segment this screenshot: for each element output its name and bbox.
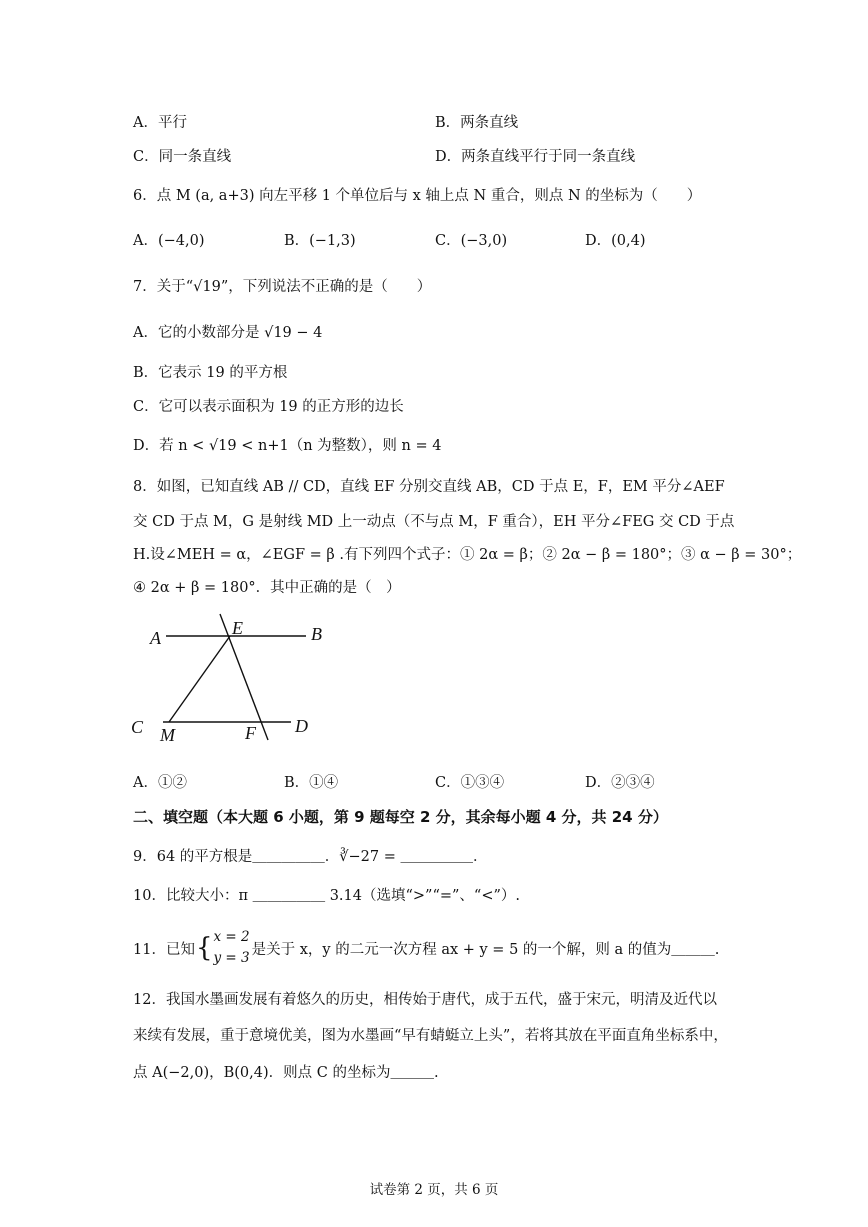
q8-geometry-figure xyxy=(128,612,338,747)
q10-text: 10．比较大小：π ＿＿＿＿＿ 3.14（选填“>”“=”、“<”）. xyxy=(133,888,521,904)
q5-option-d: D．两条直线平行于同一条直线 xyxy=(435,149,636,165)
q8-line-3: H.设∠MEH = α，∠EGF = β .有下列四个式子：① 2α = β；② 2α − β = 180°；③ α − β = 30°； xyxy=(133,547,802,563)
q7-option-c: C．它可以表示面积为 19 的正方形的边长 xyxy=(133,399,404,415)
q8-option-d: D．②③④ xyxy=(585,775,655,791)
q8-line-2: 交 CD 于点 M，G 是射线 MD 上一动点（不与点 M，F 重合），EH 平分∠FEG 交 CD 于点 xyxy=(133,514,735,530)
q11-equation-system xyxy=(214,927,250,969)
q7-option-d: D．若 n < √19 < n+1（n 为整数），则 n = 4 xyxy=(133,438,442,454)
q12-line-2: 来续有发展，重于意境优美，图为水墨画“早有蜻蜓立上头”，若将其放在平面直角坐标系中， xyxy=(133,1028,728,1044)
q7-option-b: B．它表示 19 的平方根 xyxy=(133,365,288,381)
q11-text xyxy=(133,925,719,971)
label-f: F xyxy=(245,723,256,743)
line-ef xyxy=(220,614,268,740)
q8-option-a: A．①② xyxy=(133,775,187,791)
q11-prefix: 11．已知 xyxy=(133,941,195,958)
q5-option-a: A．平行 xyxy=(133,115,187,131)
q6-option-d: D．(0,4) xyxy=(585,233,646,249)
q6-option-c: C．(−3,0) xyxy=(435,233,508,249)
q6-stem: 6．点 M (a, a+3) 向左平移 1 个单位后与 x 轴上点 N 重合，则点 N 的坐标为（ ） xyxy=(133,188,702,204)
q8-line-1: 8．如图，已知直线 AB // CD，直线 EF 分别交直线 AB，CD 于点 E，F，EM 平分∠AEF xyxy=(133,479,725,495)
label-m: M xyxy=(160,725,175,745)
q8-line-4: ④ 2α + β = 180°．其中正确的是（ ） xyxy=(133,580,401,596)
label-a: A xyxy=(150,628,161,648)
q5-option-c: C．同一条直线 xyxy=(133,149,232,165)
label-c: C xyxy=(131,717,144,737)
q11-suffix: 是关于 x，y 的二元一次方程 ax + y = 5 的一个解，则 a 的值为＿＿＿. xyxy=(251,941,720,958)
q7-option-a: A．它的小数部分是 √19 − 4 xyxy=(133,325,323,341)
q6-option-b: B．(−1,3) xyxy=(284,233,356,249)
q6-option-a: A．(−4,0) xyxy=(133,233,205,249)
q11-eq-1: x = 2 xyxy=(213,929,250,945)
q7-stem: 7．关于“√19”，下列说法不正确的是（ ） xyxy=(133,279,432,295)
q8-option-c: C．①③④ xyxy=(435,775,505,791)
q11-eq-2: y = 3 xyxy=(213,950,250,966)
segment-em xyxy=(169,636,230,722)
page-footer: 试卷第 2 页，共 6 页 xyxy=(369,1182,499,1198)
left-brace-icon: { xyxy=(195,933,213,963)
q12-line-1: 12．我国水墨画发展有着悠久的历史，相传始于唐代，成于五代，盛于宋元，明清及近代以 xyxy=(133,992,717,1008)
q9-text: 9．64 的平方根是＿＿＿＿＿．∛−27 = ＿＿＿＿＿． xyxy=(133,849,488,865)
q5-option-b: B．两条直线 xyxy=(435,115,519,131)
q8-option-b: B．①④ xyxy=(284,775,339,791)
label-d: D xyxy=(295,716,308,736)
label-b: B xyxy=(311,624,322,644)
label-e: E xyxy=(232,618,243,638)
q12-line-3: 点 A(−2,0)，B(0,4)．则点 C 的坐标为＿＿＿. xyxy=(133,1065,439,1081)
section-2-heading: 二、填空题（本大题 6 小题，第 9 题每空 2 分，其余每小题 4 分，共 24 分） xyxy=(133,808,668,826)
